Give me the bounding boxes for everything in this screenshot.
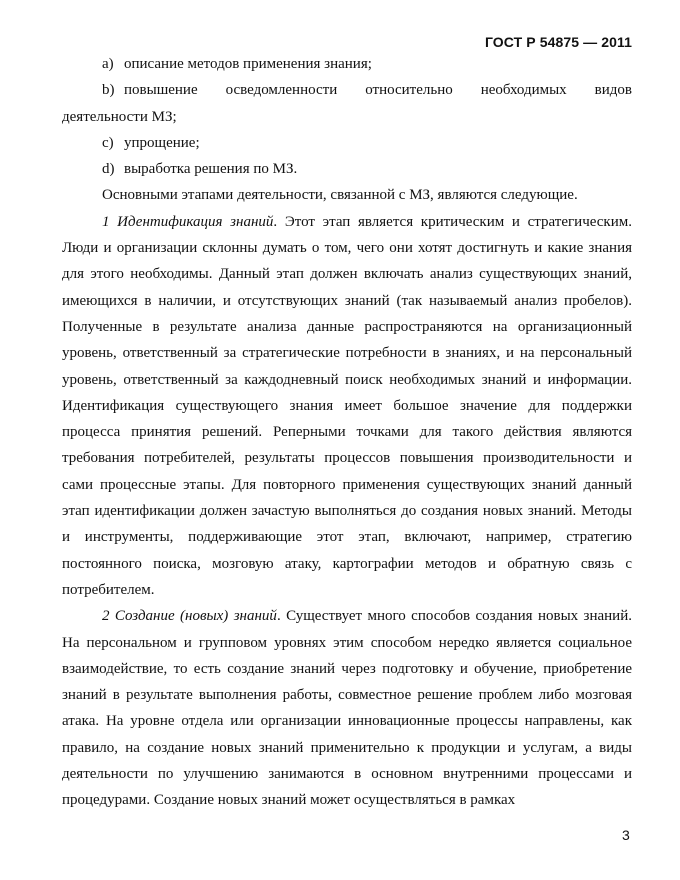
list-item-d <box>62 156 632 182</box>
list-marker: d) <box>102 161 115 178</box>
section-title: 1 Идентификация знаний <box>102 213 274 230</box>
list-item-text: выработка решения по МЗ. <box>124 161 298 178</box>
list-item-text: упрощение; <box>124 134 200 151</box>
list-marker: a) <box>102 56 114 72</box>
stages-intro: Основными этапами деятельности, связанной с МЗ, являются следующие. <box>102 187 578 204</box>
list-item-a <box>62 51 632 77</box>
list-marker: b) <box>102 82 115 99</box>
page-number: 3 <box>622 827 630 843</box>
section-identification <box>62 209 632 603</box>
list-item-c <box>62 130 632 156</box>
list-item-text: описание методов применения знания; <box>124 56 372 72</box>
section-body: . Существует много способов создания новых знаний. На персональном и групповом уровнях этим способом нередко является социальное взаимодействие, то есть создание знаний через подготовку и обучение, приобретение знаний в результате выполнения работы, совместное решение проблем либо мозговая атака. На уровне отдела или организации инновационные процессы направлены, как правило, на создание новых знаний применительно к продукции и услугам, а виды деятельности по улучшению занимаются в основном внутренними процессами и процедурами. Создание новых знаний может осуществляться в рамках <box>62 608 632 809</box>
section-title: 2 Создание (новых) знаний <box>102 608 277 625</box>
list-marker: c) <box>102 134 114 151</box>
standard-header: ГОСТ Р 54875 — 2011 <box>484 34 632 50</box>
section-creation <box>62 603 632 813</box>
list-item-text: повышение осведомленности относительно необходимых видов <box>124 82 632 99</box>
list-item-b-continuation: деятельности МЗ; <box>62 108 177 125</box>
section-body: . Этот этап является критическим и стратегическим. Люди и организации склонны думать о том, чего они хотят достигнуть и какие знания для этого необходимы. Данный этап должен включать анализ существующих знаний, имеющихся в наличии, и отсутствующих знаний (так называемый анализ пробелов). Полученные в результате анализа данные распространяются на организационный уровень, ответственный за стратегические потребности в знаниях, и на персональный уровень, ответственный за каждодневный поиск необходимых знаний и информации. Идентификация существующего знания имеет большое значение для поддержки процесса принятия решений. Реперными точками для такого действия являются требования потребителей, результаты процессов повышения производительности и сами процессные этапы. Для повторного применения существующих знаний данный этап идентификации должен зачастую выполняться до создания новых знаний. Методы и инструменты, поддерживающие этот этап, включают, например, стратегию постоянного поиска, мозговую атаку, картографии методов и обратную связь с потребителем. <box>62 213 632 598</box>
list-item-b <box>62 77 632 103</box>
document-body <box>62 51 632 814</box>
